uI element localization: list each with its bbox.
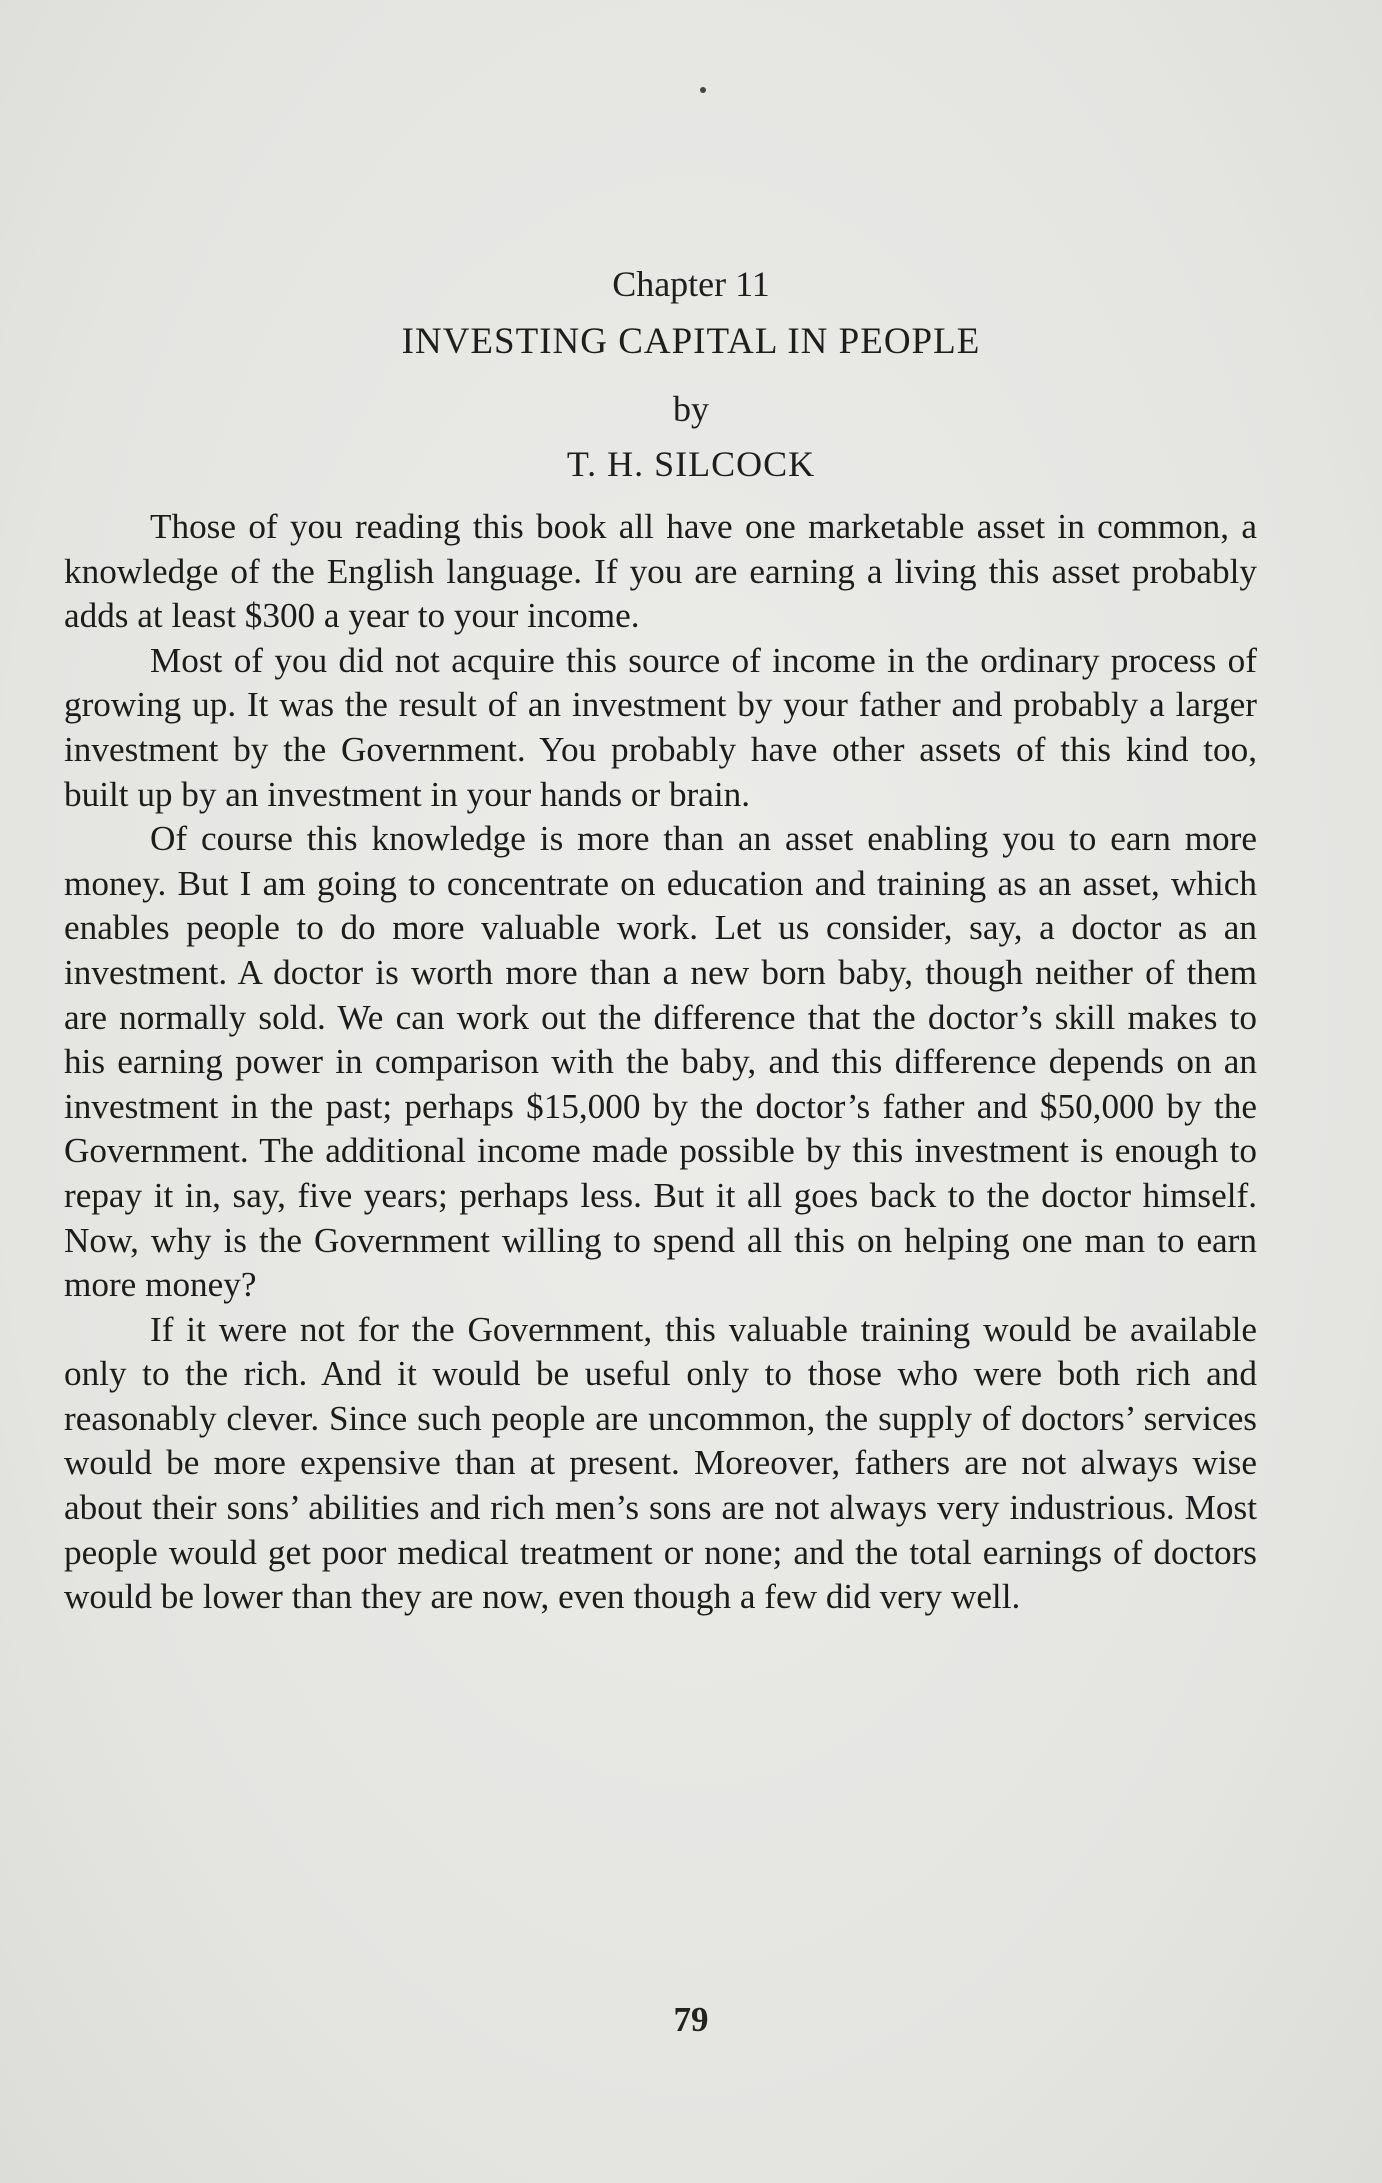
chapter-label: Chapter 11	[612, 264, 770, 304]
chapter-title: INVESTING CAPITAL IN PEOPLE	[401, 321, 981, 362]
paragraph: If it were not for the Government, this valuable training would be available only to the rich. And it would be useful only to those who were both rich and reasonably clever. Since such people are uncommon, the supply of doctors’ services would be more expensive than at present. Moreover, fathers are not always wise about their sons’ abilities and rich men’s sons are not always very industrious. Most people would get poor medical treatment or none; and the total earnings of doctors would be lower than they are now, even though a few did very well.	[64, 1309, 1257, 1617]
chapter-body	[64, 505, 1257, 1620]
page-number: 79	[673, 2000, 709, 2039]
ink-speck	[700, 87, 706, 93]
paragraph: Of course this knowledge is more than an asset enabling you to earn more money. But I am going to concentrate on education and training as an asset, which enables people to do more valuable work. Let us consider, say, a doctor as an investment. A doctor is worth more than a new born baby, though neither of them are normally sold. We can work out the difference that the doctor’s skill makes to his earning power in comparison with the baby, and this difference depends on an investment in the past; perhaps $15,000 by the doctor’s father and $50,000 by the Government. The additional income made possible by this investment is enough to repay it in, say, five years; perhaps less. But it all goes back to the doctor himself. Now, why is the Government willing to spend all this on helping one man to earn more money?	[64, 819, 1257, 1305]
paragraph: Those of you reading this book all have one marketable asset in common, a knowledge of the English language. If you are earning a living this asset probably adds at least $300 a year to your income.	[64, 507, 1257, 636]
byline-word: by	[673, 389, 709, 429]
paragraph: Most of you did not acquire this source of income in the ordinary process of growing up. It was the result of an investment by your father and probably a larger investment by the Government. You probably have other assets of this kind too, built up by an investment in your hands or brain.	[64, 640, 1257, 814]
author-name: T. H. SILCOCK	[566, 444, 816, 484]
